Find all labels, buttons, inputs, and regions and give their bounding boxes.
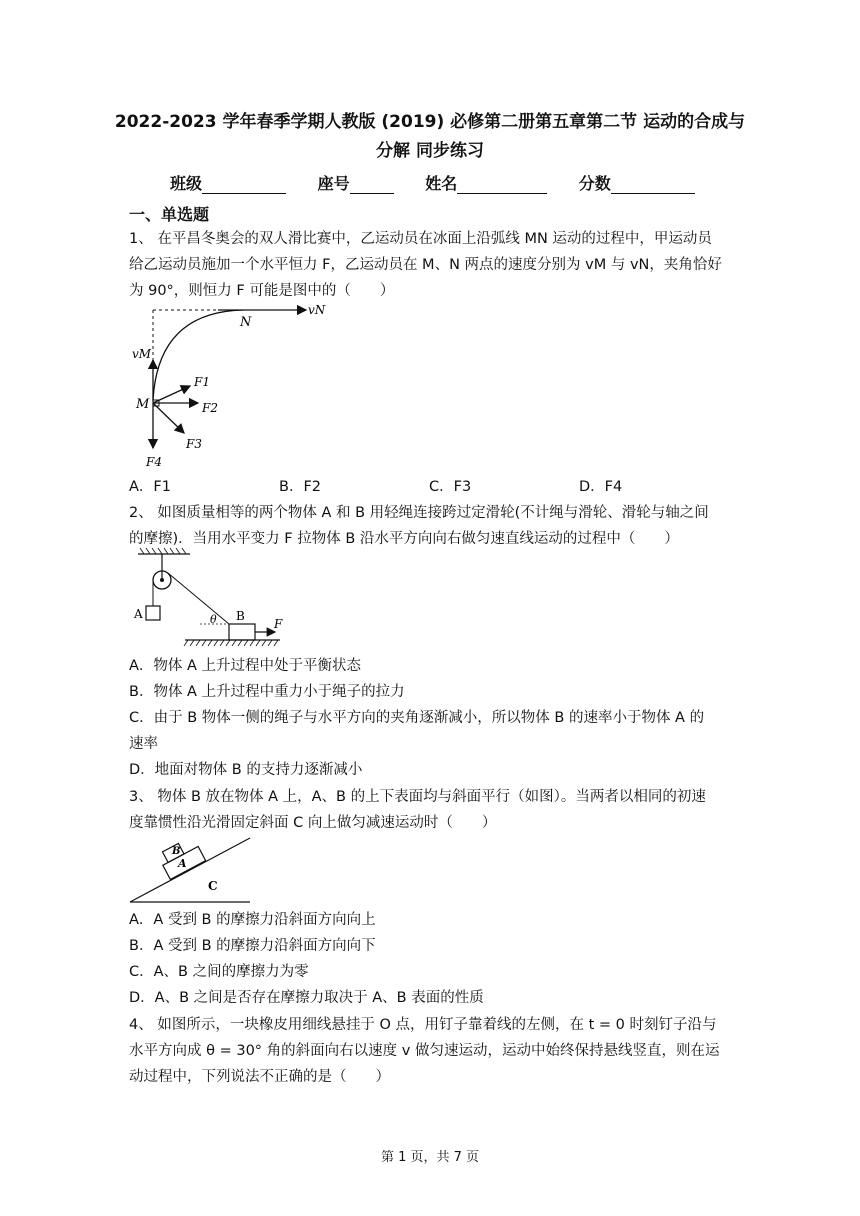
q3-option-a: A．A 受到 B 的摩擦力沿斜面方向向上 <box>129 912 376 928</box>
q4-line1: 4、 如图所示，一块橡皮用细线悬挂于 O 点，用钉子靠着线的左侧，在 t = 0 时刻钉子沿与 <box>129 1017 717 1033</box>
q3-option-c: C．A、B 之间的摩擦力为零 <box>129 964 309 980</box>
q1-option-a: A．F1 <box>129 479 171 495</box>
seat-blank <box>350 177 394 194</box>
doc-title-line1: 2022-2023 学年春季学期人教版 (2019) 必修第二册第五章第二节 运动的合成与 <box>114 112 746 132</box>
q3-figure <box>128 832 258 908</box>
q1-label-F4: F4 <box>146 455 162 469</box>
q2-line1: 2、 如图质量相等的两个物体 A 和 B 用轻绳连接跨过定滑轮(不计绳与滑轮、滑轮与轴之间 <box>129 505 709 521</box>
q2-label-B: B <box>236 609 245 623</box>
student-info-row <box>170 171 695 194</box>
q2-option-a: A．物体 A 上升过程中处于平衡状态 <box>129 658 362 674</box>
q1-label-F3: F3 <box>186 437 202 451</box>
q3-line1: 3、 物体 B 放在物体 A 上，A、B 的上下表面均与斜面平行（如图）。当两者以相同的初速 <box>129 789 706 805</box>
q1-label-vN: vN <box>308 303 326 317</box>
q3-text <box>129 784 731 836</box>
q4-line2: 水平方向成 θ = 30° 角的斜面向右以速度 v 做匀速运动，运动中始终保持悬线竖直，则在运 <box>129 1043 720 1059</box>
q3-label-B: B <box>172 846 181 857</box>
q1-line2: 给乙运动员施加一个水平恒力 F，乙运动员在 M、N 两点的速度分别为 vM 与 vN，夹角恰好 <box>129 257 722 273</box>
q1-label-F1: F1 <box>194 375 210 389</box>
q1-label-N: N <box>240 315 252 330</box>
score-label: 分数 <box>578 174 611 193</box>
q1-option-d: D．F4 <box>579 479 623 495</box>
q1-line1: 1、 在平昌冬奥会的双人滑比赛中，乙运动员在冰面上沿弧线 MN 运动的过程中，甲运动员 <box>129 231 712 247</box>
q2-label-F: F <box>274 617 283 631</box>
score-blank <box>611 177 695 194</box>
q2-label-A: A <box>134 607 143 621</box>
name-label: 姓名 <box>425 174 458 193</box>
q3-label-A: A <box>178 857 187 870</box>
class-label: 班级 <box>170 174 203 193</box>
q2-figure <box>130 548 300 650</box>
class-blank <box>202 177 286 194</box>
q1-label-M: M <box>136 397 150 412</box>
q3-label-C: C <box>208 879 218 893</box>
q4-line3: 动过程中，下列说法不正确的是（ ） <box>129 1069 390 1085</box>
q2-option-b: B．物体 A 上升过程中重力小于绳子的拉力 <box>129 684 405 700</box>
seat-label: 座号 <box>317 174 350 193</box>
q4-text <box>129 1012 731 1090</box>
q2-label-theta: θ <box>210 613 217 626</box>
q2-text <box>129 500 731 552</box>
name-blank <box>457 177 547 194</box>
q3-option-d: D．A、B 之间是否存在摩擦力取决于 A、B 表面的性质 <box>129 990 484 1006</box>
q3-line2: 度靠惯性沿光滑固定斜面 C 向上做匀减速运动时（ ） <box>129 815 497 831</box>
section-title: 一、单选题 <box>129 205 210 224</box>
q1-label-F2: F2 <box>202 401 218 415</box>
q1-option-b: B．F2 <box>279 479 322 495</box>
q2-option-c-line2: 速率 <box>129 736 158 752</box>
q1-text <box>129 226 731 304</box>
page-footer: 第 1 页，共 7 页 <box>380 1150 480 1165</box>
q2-option-c-line1: C．由于 B 物体一侧的绳子与水平方向的夹角逐渐减小，所以物体 B 的速率小于物体 A 的 <box>129 710 705 726</box>
q1-option-c: C．F3 <box>429 479 472 495</box>
q3-option-b: B．A 受到 B 的摩擦力沿斜面方向向下 <box>129 938 376 954</box>
q1-figure <box>128 300 328 472</box>
q1-line3: 为 90°，则恒力 F 可能是图中的（ ） <box>129 283 395 299</box>
q1-label-vM: vM <box>132 347 152 361</box>
q2-option-d: D．地面对物体 B 的支持力逐渐减小 <box>129 762 363 778</box>
doc-title-line2: 分解 同步练习 <box>376 141 484 161</box>
q2-line2: 的摩擦)．当用水平变力 F 拉物体 B 沿水平方向向右做匀速直线运动的过程中（ ） <box>129 531 679 547</box>
